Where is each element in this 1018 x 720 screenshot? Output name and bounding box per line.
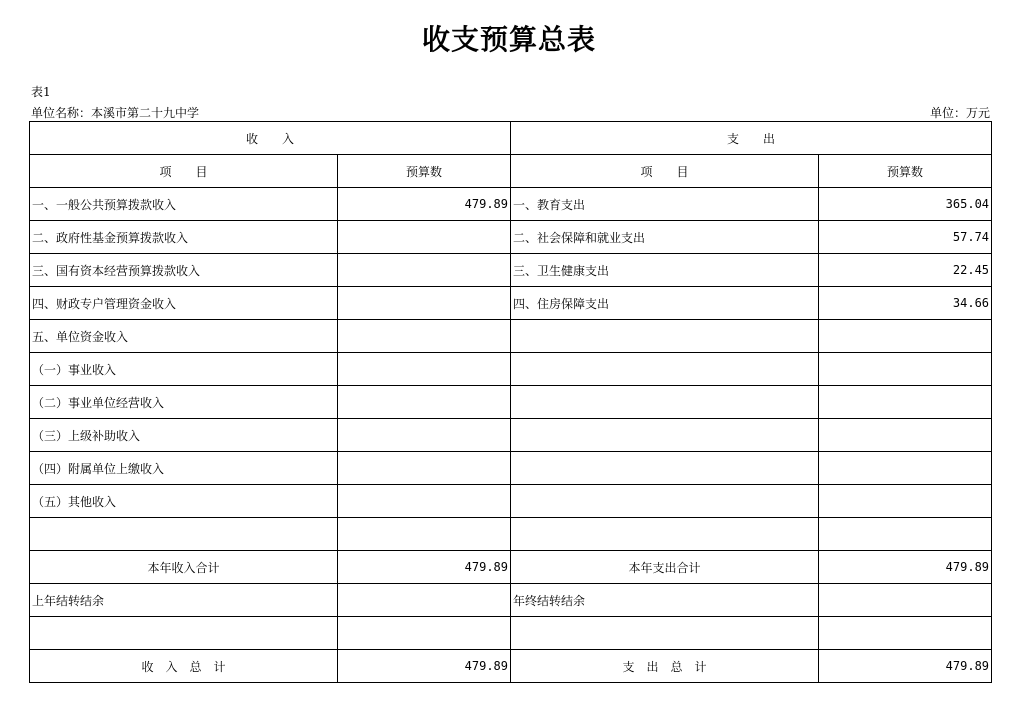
expense-budget-cell [819,485,992,518]
income-item-cell [30,518,338,551]
expense-budget-cell: 22.45 [819,254,992,287]
income-budget-cell [338,485,511,518]
table-row [30,419,992,452]
table-row [30,320,992,353]
income-item-cell: 五、单位资金收入 [30,320,338,353]
table-row [30,518,992,551]
income-budget-cell: 479.89 [338,551,511,584]
table-row [30,485,992,518]
income-item-cell: （三）上级补助收入 [30,419,338,452]
expense-budget-cell: 479.89 [819,650,992,683]
expense-item-cell [511,353,819,386]
budget-table [29,121,992,683]
table-row [30,188,992,221]
table-row [30,353,992,386]
income-budget-cell [338,386,511,419]
grand-total-row [30,650,992,683]
expense-budget-cell [819,452,992,485]
table-row [30,287,992,320]
expense-budget-cell [819,518,992,551]
income-item-cell: 上年结转结余 [30,584,338,617]
expense-budget-cell: 57.74 [819,221,992,254]
expense-item-cell [511,518,819,551]
column-header-row [30,155,992,188]
income-item-cell: （二）事业单位经营收入 [30,386,338,419]
income-item-cell: 四、财政专户管理资金收入 [30,287,338,320]
table-number: 表1 [31,85,51,99]
income-item-cell: 一、一般公共预算拨款收入 [30,188,338,221]
income-budget-cell [338,419,511,452]
table-row [30,452,992,485]
table-row [30,254,992,287]
income-budget-cell [338,353,511,386]
income-item-header: 项 目 [30,155,338,188]
table-row [30,386,992,419]
expense-budget-cell: 479.89 [819,551,992,584]
income-budget-cell [338,518,511,551]
expense-item-cell: 支 出 总 计 [511,650,819,683]
expense-item-cell: 本年支出合计 [511,551,819,584]
expense-item-cell: 三、卫生健康支出 [511,254,819,287]
expense-item-cell: 四、住房保障支出 [511,287,819,320]
year-total-row [30,551,992,584]
income-item-cell: （一）事业收入 [30,353,338,386]
income-item-cell: （五）其他收入 [30,485,338,518]
income-budget-cell: 479.89 [338,650,511,683]
expense-item-cell: 年终结转结余 [511,584,819,617]
expense-budget-cell [819,617,992,650]
income-budget-header: 预算数 [338,155,511,188]
income-item-cell [30,617,338,650]
currency-unit: 单位：万元 [929,106,990,120]
income-item-cell: （四）附属单位上缴收入 [30,452,338,485]
income-item-cell: 收 入 总 计 [30,650,338,683]
expense-budget-cell: 365.04 [819,188,992,221]
expense-item-cell [511,419,819,452]
expense-budget-cell [819,584,992,617]
expense-budget-cell [819,386,992,419]
income-item-cell: 本年收入合计 [30,551,338,584]
expense-item-cell [511,485,819,518]
unit-name: 单位名称：本溪市第二十九中学 [31,106,200,120]
income-header: 收 入 [30,122,511,155]
expense-item-cell [511,452,819,485]
income-item-cell: 三、国有资本经营预算拨款收入 [30,254,338,287]
blank-row [30,617,992,650]
expense-budget-cell [819,353,992,386]
expense-item-cell [511,386,819,419]
expense-item-cell [511,617,819,650]
expense-item-cell: 一、教育支出 [511,188,819,221]
income-budget-cell [338,320,511,353]
income-budget-cell: 479.89 [338,188,511,221]
income-budget-cell [338,254,511,287]
income-budget-cell [338,221,511,254]
table-row [30,221,992,254]
income-budget-cell [338,287,511,320]
income-budget-cell [338,617,511,650]
section-header-row [30,122,992,155]
carry-over-row [30,584,992,617]
expense-item-cell [511,320,819,353]
expense-budget-cell [819,419,992,452]
income-budget-cell [338,452,511,485]
expense-budget-cell [819,320,992,353]
expense-item-cell: 二、社会保障和就业支出 [511,221,819,254]
expense-item-header: 项 目 [511,155,819,188]
expense-header: 支 出 [511,122,992,155]
income-budget-cell [338,584,511,617]
expense-budget-cell: 34.66 [819,287,992,320]
income-item-cell: 二、政府性基金预算拨款收入 [30,221,338,254]
page-title: 收支预算总表 [421,23,596,56]
expense-budget-header: 预算数 [819,155,992,188]
